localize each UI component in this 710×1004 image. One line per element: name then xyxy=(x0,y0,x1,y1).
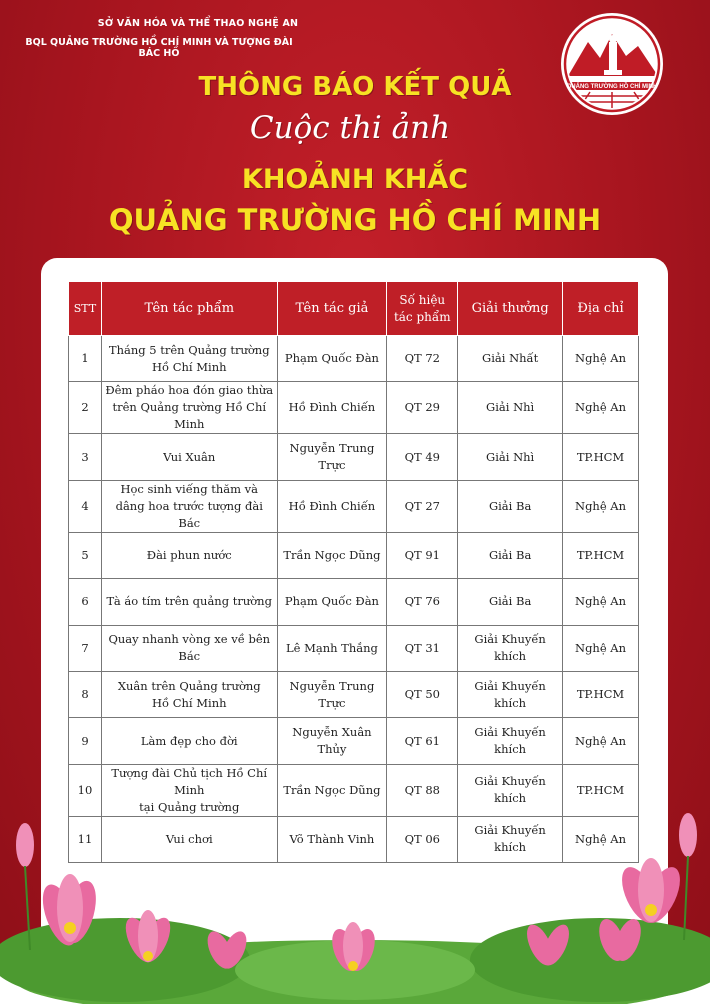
cell-address: Nghệ An xyxy=(563,336,639,382)
cell-code: QT 91 xyxy=(387,532,458,578)
cell-stt: 2 xyxy=(69,382,102,434)
cell-address: TP.HCM xyxy=(563,764,639,816)
cell-prize: Giải Khuyến khích xyxy=(458,718,563,764)
cell-author: Võ Thành Vinh xyxy=(277,816,387,862)
table-row xyxy=(69,671,639,717)
table-row xyxy=(69,532,639,578)
header-work: Tên tác phẩm xyxy=(101,282,277,336)
cell-work: Vui chơi xyxy=(101,816,277,862)
logo-caption: QUẢNG TRƯỜNG HỒ CHÍ MINH xyxy=(566,84,658,90)
cell-work: Học sinh viếng thăm và dâng hoa trước tượng đài Bác xyxy=(101,480,277,532)
cell-work: Tháng 5 trên Quảng trường Hồ Chí Minh xyxy=(101,336,277,382)
cell-code: QT 27 xyxy=(387,480,458,532)
cell-code: QT 88 xyxy=(387,764,458,816)
table-row xyxy=(69,434,639,480)
contest-name-line1: KHOẢNH KHẮC xyxy=(241,164,469,195)
cell-address: Nghệ An xyxy=(563,718,639,764)
cell-stt: 9 xyxy=(69,718,102,764)
cell-work: Làm đẹp cho đời xyxy=(101,718,277,764)
cell-author: Nguyễn Xuân Thủy xyxy=(277,718,387,764)
cell-stt: 4 xyxy=(69,480,102,532)
cell-address: Nghệ An xyxy=(563,579,639,625)
cell-author: Phạm Quốc Đàn xyxy=(277,336,387,382)
cell-author: Phạm Quốc Đàn xyxy=(277,579,387,625)
cell-work: Quay nhanh vòng xe về bên Bác xyxy=(101,625,277,671)
cell-prize: Giải Ba xyxy=(458,579,563,625)
cell-author: Lê Mạnh Thắng xyxy=(277,625,387,671)
cell-prize: Giải Khuyến khích xyxy=(458,764,563,816)
cell-address: TP.HCM xyxy=(563,671,639,717)
cell-work: Tượng đài Chủ tịch Hồ Chí Minh tại Quảng trường xyxy=(101,764,277,816)
cell-address: TP.HCM xyxy=(563,434,639,480)
cell-code: QT 61 xyxy=(387,718,458,764)
table-row xyxy=(69,480,639,532)
table-row xyxy=(69,718,639,764)
cell-author: Hồ Đình Chiến xyxy=(277,382,387,434)
cell-author: Trần Ngọc Dũng xyxy=(277,764,387,816)
cell-prize: Giải Khuyến khích xyxy=(458,816,563,862)
cell-prize: Giải Nhì xyxy=(458,434,563,480)
table-row xyxy=(69,382,639,434)
cell-prize: Giải Khuyến khích xyxy=(458,625,563,671)
cell-stt: 5 xyxy=(69,532,102,578)
cell-work: Đài phun nước xyxy=(101,532,277,578)
cell-stt: 10 xyxy=(69,764,102,816)
header-address: Địa chỉ xyxy=(563,282,639,336)
cell-code: QT 50 xyxy=(387,671,458,717)
cell-author: Nguyễn Trung Trực xyxy=(277,671,387,717)
cell-author: Trần Ngọc Dũng xyxy=(277,532,387,578)
cell-code: QT 49 xyxy=(387,434,458,480)
table-row xyxy=(69,336,639,382)
cell-prize: Giải Khuyến khích xyxy=(458,671,563,717)
cell-address: Nghệ An xyxy=(563,480,639,532)
cell-address: Nghệ An xyxy=(563,816,639,862)
cell-code: QT 76 xyxy=(387,579,458,625)
contest-name-line2: QUẢNG TRƯỜNG HỒ CHÍ MINH xyxy=(108,203,602,237)
cell-author: Nguyễn Trung Trực xyxy=(277,434,387,480)
cell-work: Tà áo tím trên quảng trường xyxy=(101,579,277,625)
contest-subtitle: Cuộc thi ảnh xyxy=(249,110,451,146)
management-board-name: BQL QUẢNG TRƯỜNG HỒ CHÍ MINH VÀ TƯỢNG ĐÀI BÁC HỒ xyxy=(25,37,293,59)
cell-stt: 1 xyxy=(69,336,102,382)
lotus-decoration xyxy=(0,800,710,1004)
cell-stt: 11 xyxy=(69,816,102,862)
cell-code: QT 06 xyxy=(387,816,458,862)
cell-address: Nghệ An xyxy=(563,382,639,434)
header-stt: STT xyxy=(69,282,102,336)
cell-prize: Giải Nhì xyxy=(458,382,563,434)
cell-work: Đêm pháo hoa đón giao thừa trên Quảng trường Hồ Chí Minh xyxy=(101,382,277,434)
header-prize: Giải thưởng xyxy=(458,282,563,336)
table-header-row xyxy=(69,282,639,336)
announcement-title: THÔNG BÁO KẾT QUẢ xyxy=(198,72,512,102)
cell-address: Nghệ An xyxy=(563,625,639,671)
cell-prize: Giải Nhất xyxy=(458,336,563,382)
header-code: Số hiệu tác phẩm xyxy=(387,282,458,336)
cell-author: Hồ Đình Chiến xyxy=(277,480,387,532)
cell-stt: 7 xyxy=(69,625,102,671)
table-row xyxy=(69,579,639,625)
cell-code: QT 29 xyxy=(387,382,458,434)
header-author: Tên tác giả xyxy=(277,282,387,336)
cell-work: Xuân trên Quảng trường Hồ Chí Minh xyxy=(101,671,277,717)
cell-code: QT 31 xyxy=(387,625,458,671)
cell-stt: 6 xyxy=(69,579,102,625)
cell-work: Vui Xuân xyxy=(101,434,277,480)
cell-prize: Giải Ba xyxy=(458,532,563,578)
cell-prize: Giải Ba xyxy=(458,480,563,532)
table-row xyxy=(69,625,639,671)
cell-address: TP.HCM xyxy=(563,532,639,578)
organization-name: SỞ VĂN HÓA VÀ THỂ THAO NGHỆ AN xyxy=(97,18,299,29)
results-table xyxy=(68,281,639,863)
cell-stt: 3 xyxy=(69,434,102,480)
cell-code: QT 72 xyxy=(387,336,458,382)
cell-stt: 8 xyxy=(69,671,102,717)
